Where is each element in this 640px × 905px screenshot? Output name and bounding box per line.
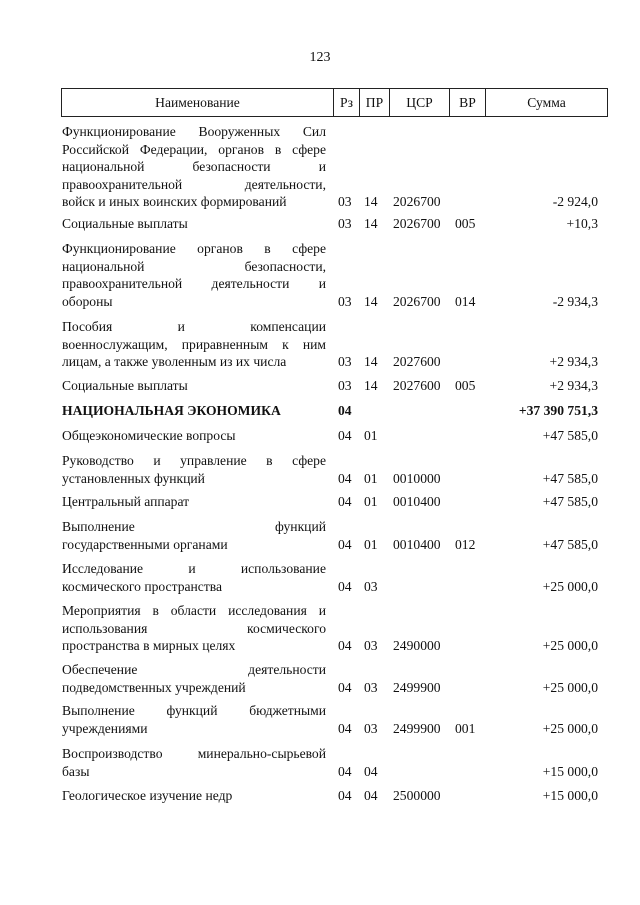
row-csr: 2490000 <box>393 638 441 653</box>
row-name-line: НАЦИОНАЛЬНАЯ ЭКОНОМИКА <box>62 403 281 418</box>
row-name <box>62 402 326 420</box>
row-name <box>62 602 326 655</box>
row-vr: 005 <box>455 378 476 393</box>
row-rz: 03 <box>338 354 352 369</box>
row-rz: 04 <box>338 763 352 779</box>
row-sum: +47 585,0 <box>542 470 598 486</box>
row-name-line: обороны <box>62 293 113 309</box>
row-name <box>62 518 326 553</box>
row-sum: +2 934,3 <box>549 354 598 369</box>
row-csr: 0010400 <box>393 536 441 552</box>
row-name-line: Функционирование Вооруженных Сил <box>62 124 326 139</box>
row-sum: +25 000,0 <box>542 638 598 653</box>
row-csr: 2499900 <box>393 679 441 695</box>
row-name <box>62 452 326 487</box>
row-name-line: лицам, а также уволенным из их числа <box>62 354 287 369</box>
row-pr: 04 <box>364 788 378 803</box>
row-name-line: Мероприятия в области исследования и <box>62 603 326 618</box>
row-name-line: Функционирование органов в сфере <box>62 241 326 256</box>
row-vr: 012 <box>455 536 476 552</box>
row-pr: 14 <box>364 354 378 369</box>
row-csr: 0010400 <box>393 494 441 509</box>
header-name: Наименование <box>155 94 240 110</box>
row-name-line: Общеэкономические вопросы <box>62 428 236 443</box>
row-sum: +15 000,0 <box>542 763 598 779</box>
header-csr: ЦСР <box>389 89 449 116</box>
row-csr: 2027600 <box>393 378 441 393</box>
row-name-line: национальной безопасности и <box>62 159 326 174</box>
row-vr: 001 <box>455 720 476 736</box>
row-pr: 01 <box>364 470 378 486</box>
row-pr: 14 <box>364 216 378 231</box>
row-name-line: Выполнение функций <box>62 519 326 534</box>
row-name <box>62 661 326 696</box>
row-rz: 04 <box>338 403 352 418</box>
row-name-line: военнослужащим, приравненным к ним <box>62 336 326 352</box>
row-pr: 14 <box>364 194 378 209</box>
header-vr: ВР <box>449 89 485 116</box>
row-sum: +47 585,0 <box>542 494 598 509</box>
header-sum: Сумма <box>485 89 607 116</box>
row-sum: +25 000,0 <box>542 679 598 695</box>
row-name <box>62 560 326 595</box>
row-pr: 03 <box>364 578 378 594</box>
row-rz: 04 <box>338 536 352 552</box>
row-pr: 01 <box>364 494 378 509</box>
row-sum: -2 924,0 <box>552 194 598 209</box>
row-sum: +47 585,0 <box>542 536 598 552</box>
row-pr: 14 <box>364 293 378 309</box>
row-csr: 2026700 <box>393 194 441 209</box>
row-name-line: использования космического <box>62 620 326 636</box>
row-vr: 014 <box>455 293 476 309</box>
row-name-line: Воспроизводство минерально-сырьевой <box>62 746 326 761</box>
row-name <box>62 493 326 511</box>
row-pr: 01 <box>364 536 378 552</box>
row-name-line: базы <box>62 763 90 779</box>
row-name <box>62 377 326 395</box>
row-vr: 005 <box>455 216 476 231</box>
row-name <box>62 318 326 371</box>
row-rz: 03 <box>338 216 352 231</box>
row-csr: 2026700 <box>393 293 441 309</box>
row-csr: 2500000 <box>393 788 441 803</box>
row-rz: 04 <box>338 494 352 509</box>
row-name-line: установленных функций <box>62 470 205 486</box>
row-csr: 0010000 <box>393 470 441 486</box>
row-name-line: Выполнение функций бюджетными <box>62 703 326 718</box>
row-name <box>62 745 326 780</box>
row-name <box>62 215 326 233</box>
row-name <box>62 702 326 737</box>
row-rz: 04 <box>338 720 352 736</box>
row-name-line: Центральный аппарат <box>62 494 190 509</box>
row-sum: +2 934,3 <box>549 378 598 393</box>
page-number: 123 <box>309 50 331 65</box>
row-name-line: Пособия и компенсации <box>62 319 326 334</box>
row-name-line: национальной безопасности, <box>62 258 326 274</box>
row-name-line: государственными органами <box>62 536 228 552</box>
row-name-line: войск и иных воинских формирований <box>62 194 287 209</box>
row-name-line: учреждениями <box>62 720 148 736</box>
row-name-line: правоохранительной деятельности и <box>62 276 326 291</box>
row-name-line: Геологическое изучение недр <box>62 788 233 803</box>
row-rz: 04 <box>338 428 352 443</box>
row-rz: 04 <box>338 638 352 653</box>
header-rz: Рз <box>333 89 359 116</box>
row-rz: 04 <box>338 578 352 594</box>
row-name <box>62 427 326 445</box>
row-csr: 2027600 <box>393 354 441 369</box>
row-sum: +37 390 751,3 <box>518 403 598 418</box>
row-name-line: Социальные выплаты <box>62 378 188 393</box>
row-csr: 2499900 <box>393 720 441 736</box>
table-header <box>61 88 608 117</box>
row-name <box>62 123 326 211</box>
row-pr: 03 <box>364 638 378 653</box>
header-pr: ПР <box>359 89 389 116</box>
row-name-line: правоохранительной деятельности, <box>62 176 326 192</box>
row-csr: 2026700 <box>393 216 441 231</box>
row-name-line: Руководство и управление в сфере <box>62 453 326 468</box>
row-name-line: Российской Федерации, органов в сфере <box>62 141 326 157</box>
row-pr: 01 <box>364 428 378 443</box>
row-rz: 04 <box>338 679 352 695</box>
row-rz: 03 <box>338 293 352 309</box>
row-sum: +10,3 <box>566 216 598 231</box>
row-sum: +25 000,0 <box>542 578 598 594</box>
row-name <box>62 240 326 310</box>
row-rz: 04 <box>338 788 352 803</box>
row-name <box>62 787 326 805</box>
row-name-line: подведомственных учреждений <box>62 679 246 695</box>
row-rz: 03 <box>338 194 352 209</box>
row-pr: 03 <box>364 720 378 736</box>
row-name-line: космического пространства <box>62 578 223 594</box>
row-rz: 04 <box>338 470 352 486</box>
row-pr: 14 <box>364 378 378 393</box>
row-pr: 04 <box>364 763 378 779</box>
row-sum: +15 000,0 <box>542 788 598 803</box>
row-name-line: Обеспечение деятельности <box>62 662 326 677</box>
row-rz: 03 <box>338 378 352 393</box>
row-name-line: пространства в мирных целях <box>62 638 236 653</box>
row-sum: +25 000,0 <box>542 720 598 736</box>
row-sum: -2 934,3 <box>552 293 598 309</box>
row-name-line: Социальные выплаты <box>62 216 188 231</box>
row-sum: +47 585,0 <box>542 428 598 443</box>
row-name-line: Исследование и использование <box>62 561 326 576</box>
row-pr: 03 <box>364 679 378 695</box>
